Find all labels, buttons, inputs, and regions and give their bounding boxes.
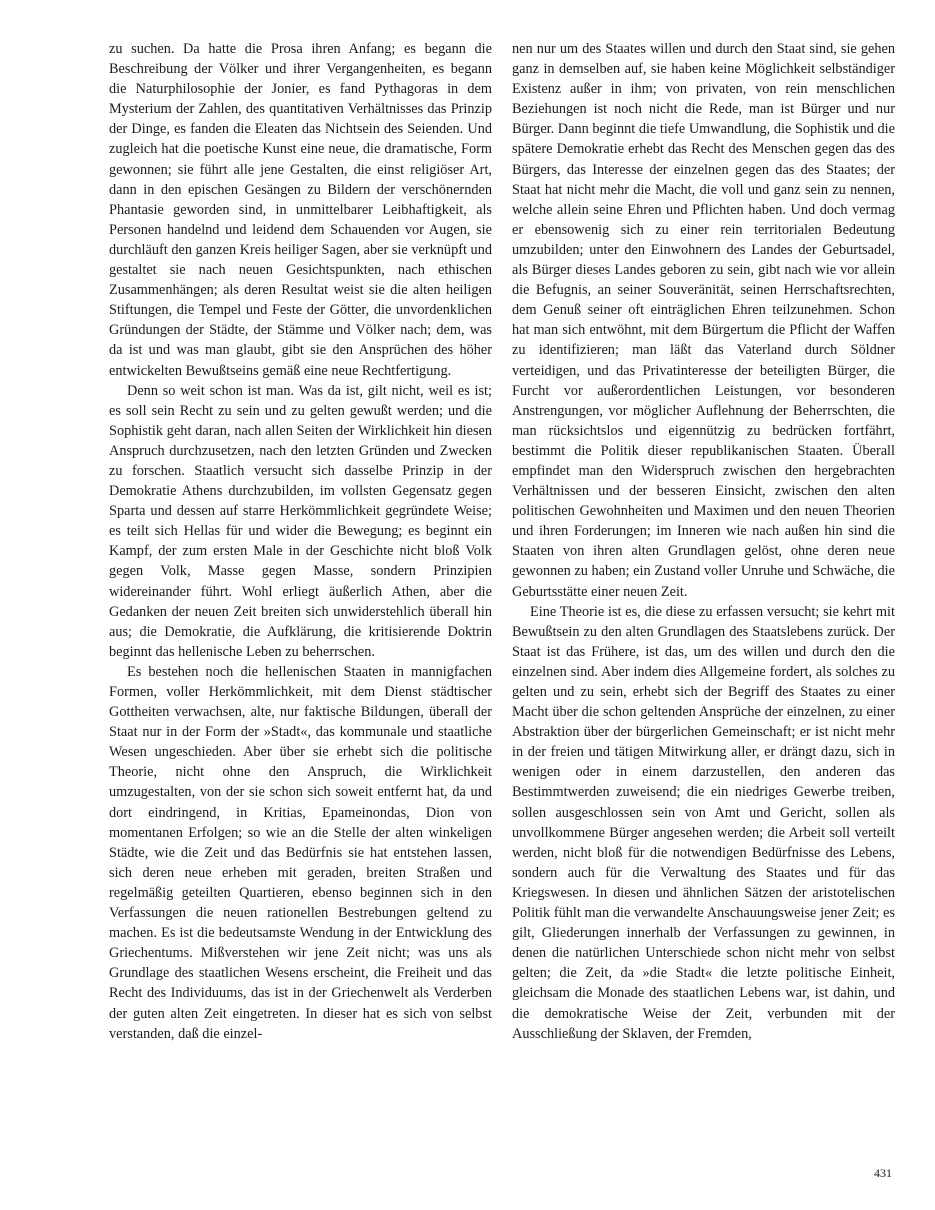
paragraph: Eine Theorie ist es, die diese zu erfassen versucht; sie kehrt mit Bewußtsein zu den alten Grundlagen des Staatslebens zurück. Der Staat ist das Frühere, ist das, um des willen und durch den die einzelnen sind. Aber indem dies Allgemeine fordert, als solches zu gelten und zu sein, erhebt sich der Begriff des Staates zu einer Macht über die schon geltenden Ansprüche der einzelnen, zu einer Abstraktion über der bürgerlichen Gemeinschaft; er ist nicht mehr in der freien und tätigen Mitwirkung aller, er drängt dazu, sich in wenigen oder in einem darzustellen, den anderen das Bestimmtwerden zuweisend; die ein niedriges Gewerbe treiben, sollen ausgeschlossen sein von Amt und Gericht, sollen als unvollkommene Bürger angesehen werden; die Arbeit soll verteilt werden, nicht bloß für die notwendigen Bedürfnisse des Lebens, sondern auch für die Verwaltung des Staates und für das Kriegswesen. In diesen und ähnlichen Sätzen der aristotelischen Politik fühlt man die verwandelte Anschauungsweise jener Zeit; es gilt, Gliederungen innerhalb der Verfassungen zu gewinnen, in denen die natürlichen Unterschiede schon nicht mehr von selbst gelten; die Zeit, da »die Stadt« die letzte politische Einheit, gleichsam die Monade des staatlichen Lebens war, ist dahin, und die demokratische Weise der Zeit, verbunden mit der Ausschließung der Sklaven, der Fremden,: [512, 603, 895, 1042]
page-number: 431: [874, 1166, 892, 1180]
paragraph: nen nur um des Staates willen und durch den Staat sind, sie gehen ganz in demselben auf, sie haben keine Möglichkeit selbständiger Existenz außer in ihm; von privaten, von rein menschlichen Beziehungen ist noch nicht die Rede, man ist Bürger und nur Bürger. Dann beginnt die tiefe Umwandlung, die Sophistik und die spätere Demokratie erhebt das Recht des Menschen gegen das des Bürgers, das Interesse der einzelnen gegen das des Staates; der Staat hat nicht mehr die Macht, die voll und ganz sein zu nennen, welche allein seine Ehren und Pflichten haben. Und doch vermag er ebensowenig sich zu einer rein territorialen Bedeutung umzubilden; unter den Einwohnern des Landes der Geburtsadel, als Bürger dieses Landes geboren zu sein, gibt nach wie vor allein die Befugnis, an seiner Souveränität, seinen Herrschaftsrechten, dem Genuß seiner oft einträglichen Ehren teilzunehmen. Schon hat man sich entwöhnt, mit dem Bürgertum die Pflicht der Waffen zu identifizieren; man läßt das Vaterland durch Söldner verteidigen, und das Privatinteresse der beteiligten Bürger, die Furcht vor außerordentlichen Leistungen, vor besonderen Anstrengungen, vor möglicher Auflehnung der Beherrschten, die man rücksichtslos und eigennützig zu bedrücken fortfährt, bestimmt die Politik dieser republikanischen Staaten. Überall empfindet man den Widerspruch zwischen den hergebrachten Verhältnissen und der besseren Einsicht, zwischen den alten politischen Gewohnheiten und Maximen und den neuen Theorien und ihren Forderungen; im Inneren wie nach außen hin sind die Staaten von ihren alten Grundlagen gelöst, ohne deren neue gewonnen zu haben; ein Zustand voller Unruhe und Schwäche, die Geburtsstätte einer neuen Zeit.: [512, 41, 895, 600]
paragraph: Denn so weit schon ist man. Was da ist, gilt nicht, weil es ist; es soll sein Recht zu sein und zu gelten gewußt werden; und die Sophistik geht daran, nach allen Seiten der Wirklichkeit hin diesen Anspruch durchzusetzen, nach den letzten Gründen und Zwecken zu forschen. Staatlich versucht sich dasselbe Prinzip in der Demokratie Athens durchzubilden, im vollsten Gegensatz gegen Sparta und dessen auf starre Herkömmlichkeit gegründete Weise; es teilt sich Hellas für und wider die Bewegung; es beginnt ein Kampf, der zum ersten Male in der Geschichte nicht bloß Volk gegen Volk, Masse gegen Masse, sondern Prinzipien widereinander führt. Wohl erliegt äußerlich Athen, aber die Gedanken der neuen Zeit breiten sich unwiderstehlich überall hin aus; die Demokratie, die Aufklärung, die kritisierende Doktrin beginnt das hellenische Leben zu beherrschen.: [109, 382, 492, 660]
paragraph: zu suchen. Da hatte die Prosa ihren Anfang; es begann die Beschreibung der Völker und ihrer Vergangenheiten, es begann die Naturphilosophie der Jonier, es fand Pythagoras in dem Mysterium der Zahlen, des quantitativen Verhältnisses das Prinzip der Dinge, es fanden die Eleaten das Nichtsein des Seienden. Und zugleich hat die poetische Kunst eine neue, die dramatische, Form gewonnen; sie führt alle jene Gestalten, die einst religiöser Art, dann in den epischen Gesängen zu Bildern der verschönernden Phantasie geworden sind, in unmittelbarer Leibhaftigkeit, als Personen handelnd und leidend dem Schauenden vor Augen, sie durchläuft den ganzen Kreis heiliger Sagen, aber sie verknüpft und gestaltet sie nach neuen Gesichtspunkten, nach ethischen Zusammenhängen; als deren Resultat weist sie die alten heiligen Stiftungen, die Tempel und Feste der Götter, die unvordenklichen Gründungen der Städte, der Stämme und Völker nach; dem, was da ist und was man glaubt, gibt sie den Ansprüchen des höher entwickelten Bewußtseins gemäß eine neue Rechtfertigung.: [109, 41, 492, 379]
left-column: [109, 39, 492, 1044]
right-column: [512, 39, 895, 1044]
paragraph: Es bestehen noch die hellenischen Staaten in mannigfachen Formen, voller Herkömmlichkeit, mit dem Dienst städtischer Gottheiten verwachsen, alte, nur faktische Bildungen, überall der Staat nur in der Form der »Stadt«, das kommunale und staatliche Wesen ungeschieden. Aber über sie erhebt sich die politische Theorie, nicht ohne den Anspruch, die Wirklichkeit umzugestalten, von der sie schon sich soweit entfernt hat, da und dort eindringend, in Kritias, Epameinondas, Dion von momentanen Erfolgen; so wie an die Stelle der alten winkeligen Städte, wie die Zeit und das Bedürfnis sie hat entstehen lassen, sich deren neue erheben mit geraden, breiten Straßen und regelmäßig geteilten Quartieren, ebenso beginnen sich in den Verfassungen die neuen rationellen Bestrebungen geltend zu machen. Es ist die bedeutsamste Wendung in der Entwicklung des Griechentums. Mißverstehen wir jene Zeit nicht; was uns als Grundlage des staatlichen Wesens erscheint, die Freiheit und das Recht des Individuums, das ist in der Griechenwelt als Verderben der guten alten Zeit eingetreten. In dieser hat es sich von selbst verstanden, daß die einzel-: [109, 663, 492, 1042]
